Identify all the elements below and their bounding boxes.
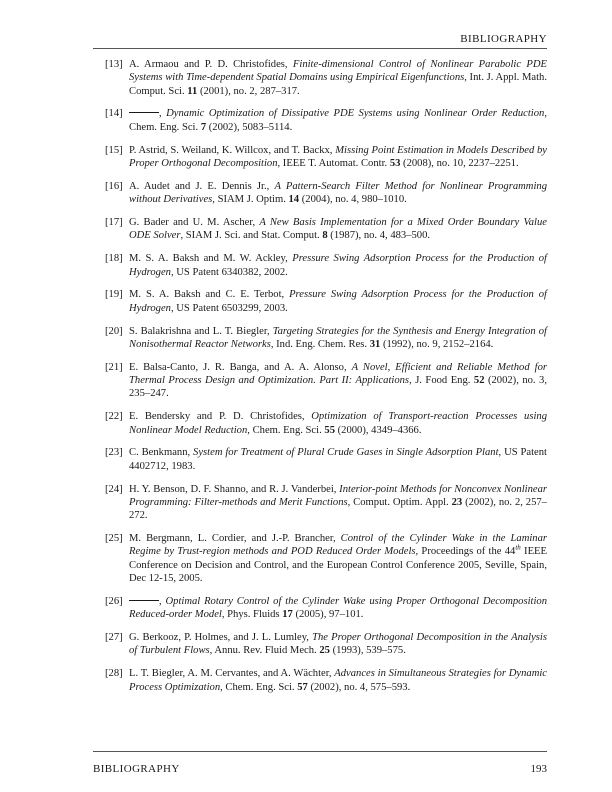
bibliography-entry [93, 252, 547, 279]
entry-text: (2004), no. 4, 980–1010. [299, 194, 407, 206]
bibliography-entry [93, 361, 547, 401]
entry-title: A Novel, Efficient and Reliable Method for Thermal Process Design and Optimization. Part II: Applications [129, 361, 547, 387]
entry-title: A Pattern-Search Filter Method for Nonlinear Programming without Derivatives [129, 180, 547, 206]
entry-title: Missing Point Estimation in Models Described by Proper Orthogonal Decomposition [129, 144, 548, 169]
entry-number: [24] [105, 483, 123, 495]
bibliography-entry [93, 532, 547, 585]
entry-number: [17] [105, 217, 123, 229]
entry-volume: 55 [324, 424, 335, 436]
entry-text: S. Balakrishna and L. T. Biegler, [129, 325, 273, 337]
entry-number: [13] [105, 59, 123, 70]
running-header-title: BIBLIOGRAPHY [460, 33, 547, 45]
bibliography-entry [93, 631, 547, 658]
entry-text: , SIAM J. Sci. and Stat. Comput. [180, 230, 323, 242]
entry-text: (2001), no. 2, 287–317. [197, 85, 300, 97]
entry-number: [14] [105, 108, 123, 120]
bibliography-entry [93, 288, 547, 315]
entry-number: [18] [105, 253, 123, 265]
entry-text: , Ind. Eng. Chem. Res. [270, 338, 370, 350]
entry-title: Interior-point Methods for Nonconvex Nonlinear Programming: Filter-methods and Merit Functions [129, 483, 548, 508]
entry-volume: 11 [187, 85, 198, 97]
bibliography-entry [93, 446, 547, 473]
entry-number: [21] [105, 361, 123, 373]
entry-volume: 57 [297, 681, 308, 693]
entry-text: , Int. J. Appl. Math. Comput. Sci. [129, 72, 547, 97]
entry-volume: 7 [200, 121, 207, 133]
entry-title: The Proper Orthogonal Decomposition in the Analysis of Turbulent Flows [129, 632, 547, 657]
entry-title: System for Treatment of Plural Crude Gases in Single Adsorption Plant [193, 447, 499, 459]
entry-text: , Phys. Fluids [221, 609, 283, 621]
entry-volume: 53 [389, 157, 401, 169]
entry-text: P. Astrid, S. Weiland, K. Willcox, and T. Backx, [129, 144, 336, 156]
entry-number: [16] [105, 180, 123, 192]
entry-number: [27] [105, 632, 123, 644]
entry-text: , US Patent 4402712, 1983. [129, 447, 547, 472]
entry-text: E. Bendersky and P. D. Christofides, [129, 411, 312, 423]
entry-text: (1993), 539–575. [329, 645, 406, 657]
entry-text: , [159, 595, 166, 607]
entry-text: , US Patent 6503299, 2003. [170, 302, 288, 314]
entry-title: Dynamic Optimization of Dissipative PDE Systems using Nonlinear Order Reduction [166, 108, 545, 120]
same-author-dash [129, 600, 159, 601]
same-author-dash [129, 112, 159, 113]
entry-volume: 8 [322, 230, 328, 242]
bibliography-entry [93, 107, 547, 134]
page-number: 193 [530, 763, 547, 775]
entry-title: Finite-dimensional Control of Nonlinear Parabolic PDE Systems with Time-dependent Spatial Domains using Empirical Eigenfunctions [129, 59, 547, 84]
footer-label: BIBLIOGRAPHY [93, 763, 180, 775]
entry-volume: 52 [473, 375, 485, 387]
bibliography-entry [93, 325, 547, 352]
entry-text: IEEE Conference on Decision and Control, and the European Control Conference 2005, Seville, Spain, Dec 12-15, 2005. [129, 546, 547, 585]
entry-title: A New Basis Implementation for a Mixed Order Boundary Value ODE Solver [129, 217, 548, 242]
entry-text: , US Patent 6340382, 2002. [170, 266, 288, 278]
entry-text: , Comput. Optim. Appl. [347, 496, 452, 508]
entry-text: M. S. A. Baksh and C. E. Terbot, [129, 289, 290, 301]
entry-number: [15] [105, 144, 123, 156]
entry-number: [26] [105, 595, 123, 607]
entry-number: [23] [105, 447, 123, 459]
entry-text: L. T. Biegler, A. M. Cervantes, and A. Wächter, [129, 668, 335, 680]
entry-volume: 17 [282, 609, 293, 621]
entry-text: E. Balsa-Canto, J. R. Banga, and A. A. Alonso, [129, 361, 352, 373]
entry-text: (2002), no. 3, 235–247. [129, 375, 547, 400]
bibliography-entry [93, 667, 547, 694]
entry-title: Control of the Cylinder Wake in the Laminar Regime by Trust-region methods and POD Reduced Order Models [129, 533, 547, 558]
entry-text: A. Audet and J. E. Dennis Jr., [129, 180, 275, 192]
entry-text: , Chem. Eng. Sci. [129, 108, 547, 133]
entry-text: H. Y. Benson, D. F. Shanno, and R. J. Vanderbei, [129, 483, 340, 495]
entry-text: , Chem. Eng. Sci. [247, 424, 325, 436]
bibliography-entry [93, 595, 547, 622]
entry-number: [25] [105, 533, 123, 545]
bibliography-entry [93, 483, 547, 523]
entry-text: , Annu. Rev. Fluid Mech. [209, 645, 320, 657]
bibliography-entry [93, 144, 547, 171]
entry-text: (2000), 4349–4366. [334, 424, 422, 436]
entry-title: Pressure Swing Adsorption Process for the Production of Hydrogen [129, 289, 547, 314]
entry-text: , SIAM J. Optim. [212, 194, 289, 206]
entry-text: , [159, 108, 167, 120]
entry-text: (2008), no. 10, 2237–2251. [400, 157, 519, 169]
entry-text: (1992), no. 9, 2152–2164. [380, 338, 494, 350]
entry-text: G. Bader and U. M. Ascher, [129, 217, 260, 229]
bibliography-entry [93, 180, 547, 207]
entry-number: [22] [105, 411, 123, 423]
entry-text: (2002), 5083–5114. [206, 121, 293, 133]
entry-text: A. Armaou and P. D. Christofides, [129, 59, 293, 70]
entry-text: M. S. A. Baksh and M. W. Ackley, [129, 253, 293, 265]
entry-text: (2005), 97–101. [292, 609, 364, 621]
entry-number: [19] [105, 289, 123, 301]
entry-number: [20] [105, 325, 123, 337]
superscript: th [515, 543, 521, 552]
entry-text: (2002), no. 4, 575–593. [307, 681, 411, 693]
entry-title: Advances in Simultaneous Strategies for Dynamic Process Optimization [129, 668, 547, 693]
entry-volume: 23 [451, 496, 463, 508]
entry-volume: 25 [319, 645, 330, 657]
entry-number: [28] [105, 668, 123, 680]
entry-text: G. Berkooz, P. Holmes, and J. L. Lumley, [129, 632, 313, 644]
entry-title: Targeting Strategies for the Synthesis and Energy Integration of Nonisothermal Reactor Networks [129, 325, 547, 350]
entry-title: Optimization of Transport-reaction Processes using Nonlinear Model Reduction [129, 411, 547, 436]
bibliography-entry [93, 58, 547, 98]
entry-text: M. Bergmann, L. Cordier, and J.-P. Brancher, [129, 533, 341, 545]
entry-text: , Proceedings of the 44 [415, 546, 516, 558]
header-rule [93, 48, 547, 49]
entry-title: Pressure Swing Adsorption Process for the Production of Hydrogen [129, 253, 547, 278]
entry-volume: 14 [288, 194, 300, 206]
entry-text: , Chem. Eng. Sci. [220, 681, 298, 693]
bibliography-entry [93, 410, 547, 437]
bibliography-entry [93, 216, 547, 243]
entry-text: (1987), no. 4, 483–500. [327, 230, 431, 242]
entry-volume: 31 [369, 338, 381, 350]
entry-text: C. Benkmann, [129, 447, 194, 459]
footer-rule [93, 751, 547, 752]
bibliography-list [93, 58, 547, 703]
entry-text: , IEEE T. Automat. Contr. [277, 157, 390, 169]
entry-text: (2002), no. 2, 257–272. [129, 496, 547, 522]
entry-title: Optimal Rotary Control of the Cylinder Wake using Proper Orthogonal Decomposition Reduced-order Model [129, 595, 547, 621]
entry-text: , J. Food Eng. [409, 375, 474, 387]
